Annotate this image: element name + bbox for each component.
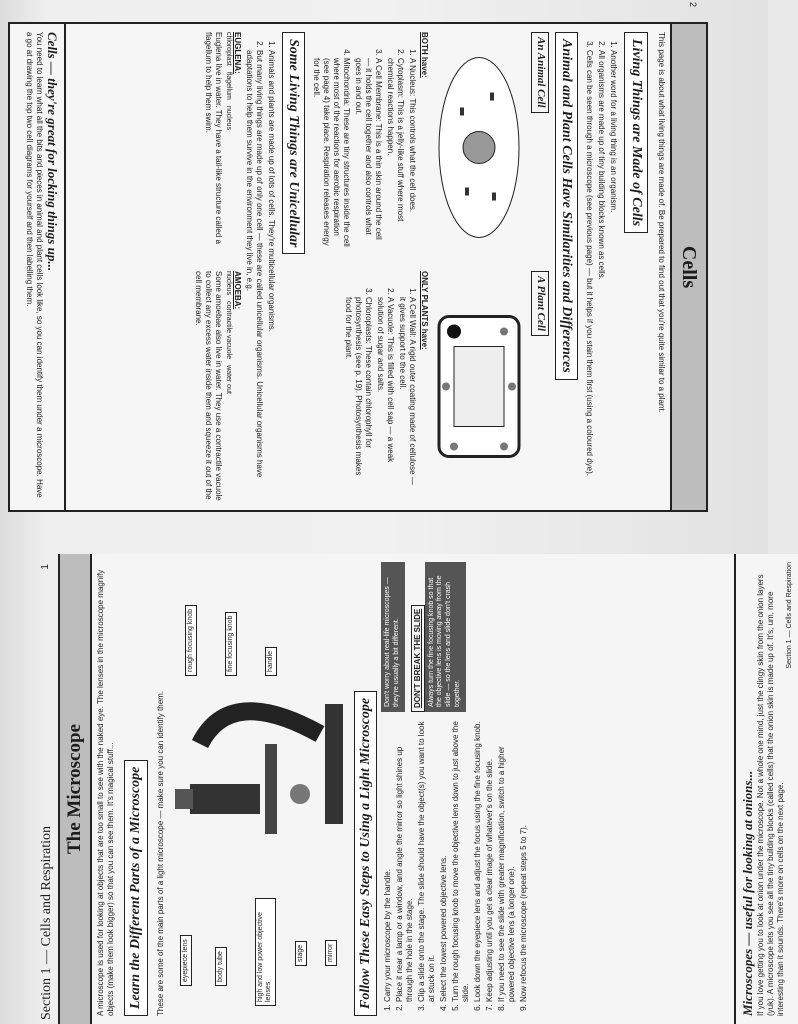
heading-unicellular: Some Living Things are Unicellular	[282, 32, 306, 254]
only-plants-list	[343, 297, 417, 488]
list-item: 5. Turn the rough focusing knob to move the objective lens down to just above the slide.	[451, 720, 471, 1002]
diagram-label: water out	[224, 365, 232, 394]
label-fine-knob: fine focusing knob	[225, 612, 238, 676]
label-mirror: mirror	[325, 940, 338, 966]
cells-header	[670, 2, 706, 510]
plant-cell-diagram	[433, 271, 525, 502]
steps-col-right	[381, 562, 531, 712]
unicellular-list	[244, 50, 276, 496]
parts-intro: These are some of the main parts of a light microscope — make sure you can identify them.	[155, 690, 165, 1016]
steps-columns	[381, 554, 531, 1024]
steps-col-left	[381, 720, 531, 1016]
bottom-section-label: Section 1 — Cells and Respiration	[786, 562, 794, 669]
heading-steps: Follow These Easy Steps to Using a Light Microscope	[354, 691, 378, 1016]
microscope-footer-text: If you love getting you to look at onion under the microscope. Not a whole one mind, just the clingy skin from the onion layers (yuk). A microscope lets you see all the tiny building blocks (called cells) that the onion skin is made up of. It's, um, more interesting than it sounds. There's more on cells on the next page.	[756, 574, 786, 1016]
euglena-column	[193, 32, 242, 263]
list-item: 3. Chloroplasts: These contain chlorophyll for photosynthesis (see p. 19). Photosynthesis makes food for the plant.	[343, 297, 373, 488]
label-rough-knob: rough focusing knob	[185, 605, 198, 676]
cells-footer	[10, 24, 66, 510]
dont-break-heading: DON'T BREAK THE SLIDE	[411, 605, 425, 712]
section-label: Section 1 — Cells and Respiration	[39, 825, 54, 1020]
animal-column	[309, 32, 551, 263]
tip-box: Don't worry about real-life microscopes — they're usually a bit different.	[381, 562, 405, 712]
amoeba-diagram	[223, 271, 232, 502]
microscope-page-number: 1	[40, 564, 51, 570]
plant-column	[309, 271, 551, 502]
living-things-list	[585, 50, 619, 496]
heading-animal-plant: Animal and Plant Cells Have Similarities and Differences	[555, 32, 579, 380]
list-item: 2. But many living things are made up of only one cell — these are called unicellular organisms. Unicellular organisms have adaptations to help them survive in the environment they live in, e.g.	[244, 50, 264, 496]
list-item: 2. All organisms are made up of tiny building blocks known as cells.	[597, 50, 607, 496]
diagram-label: nucleus	[224, 271, 232, 296]
cells-footer-title: Cells — they're great for locking things up...	[45, 32, 60, 272]
microscope-footer-title: Microscopes — useful for looking at onions...	[740, 770, 755, 1016]
heading-parts: Learn the Different Parts of a Microscope	[124, 760, 148, 1016]
microscope-header	[39, 554, 92, 1024]
cells-title: Cells	[678, 245, 701, 289]
amoeba-column	[193, 271, 242, 502]
diagram-label: flagellum	[224, 71, 232, 100]
label-stage: stage	[295, 941, 308, 966]
list-item: 3. Clip a slide onto the stage. The slide should have the object(s) you want to look at stuck on it.	[417, 720, 437, 1002]
list-item: 2. Cytoplasm: This is a jelly-like stuff where most chemical reactions happen.	[385, 58, 405, 249]
plant-cell-heading: A Plant Cell	[531, 271, 549, 336]
list-item: 3. A Cell Membrane: This is a thin skin around the cell — it holds the cell together and also controls what goes in and out.	[353, 58, 383, 249]
list-item: 1. A Cell Wall: A rigid outer coating made of cellulose — it gives support to the cell.	[397, 297, 417, 488]
microscope-footer	[734, 554, 798, 1024]
euglena-text: Euglena live in water. They have a tail-like structure called a flagellum to help them swim.	[204, 32, 223, 244]
list-item: 8. If you need to see the slide with greater magnification, switch to a higher powered objective lens (a longer one).	[497, 720, 517, 1002]
label-handle: handle	[265, 647, 278, 676]
steps-list	[383, 720, 529, 1002]
cells-columns	[309, 24, 551, 510]
microscope-intro: A microscope is used for looking at objects that are too small to see with the naked eye. The lenses in the microscope magnify objects (make them look bigger) so that you can see them. It's magical stuff...	[96, 569, 115, 1016]
only-plants-label: ONLY PLANTS have:	[420, 271, 430, 350]
list-item: 1. Carry your microscope by the handle.	[383, 720, 393, 1002]
microscope-diagram	[170, 562, 350, 1016]
diagram-label: nucleus	[224, 105, 232, 131]
diagram-label: contractile vacuole	[224, 301, 232, 360]
microscope-page	[39, 554, 798, 1024]
euglena-label: EUGLENA:	[232, 32, 242, 74]
cells-page	[8, 2, 708, 512]
euglena-diagram	[223, 32, 232, 263]
list-item: 9. Now refocus the microscope (repeat steps 5 to 7).	[519, 720, 529, 1002]
dont-break-text: Always turn the fine focusing knob so that the objective lens is moving away from the slide — so the lens and slide don't crash together.	[425, 562, 466, 712]
cells-intro: This page is about what living things are made of. Be prepared to find out that you're quite similar to a plant.	[657, 32, 666, 413]
list-item: 6. Look down the eyepiece lens and adjust the focus using the fine focusing knob.	[473, 720, 483, 1002]
list-item: 1. A Nucleus: This controls what the cell does.	[407, 58, 417, 249]
animal-cell-heading: An Animal Cell	[531, 32, 549, 113]
amoeba-text: Some amoebae also live in water. They use a contractile vacuole to collect any excess water inside them and squeeze it out of the cell membrane.	[194, 271, 223, 501]
both-have-list	[311, 58, 417, 249]
list-item: 2. A Vacuole: This is filled with cell sap — a weak solution of sugar and salts.	[375, 297, 395, 488]
animal-cell-diagram	[433, 32, 525, 263]
cells-footer-text: You need to learn what all the bits and pieces in animal and plant cells look like, so you can identify them under a microscope. Have a go at drawing the top two cell diagrams for yourself and then labelling them.	[24, 32, 44, 498]
list-item: 3. Cells can be seen through a microscope (see previous page) — but it helps if you stain them first (using a coloured dye).	[585, 50, 595, 496]
organisms-columns	[193, 24, 242, 510]
both-have-label: BOTH have:	[420, 32, 430, 78]
list-item: 4. Mitochondria: These are tiny structures inside the cell where most of the reactions for aerobic respiration (see page 4) take place. Respiration releases energy for the cell.	[311, 58, 351, 249]
label-objective-lenses: high and low power objective lenses	[255, 898, 277, 1006]
amoeba-label: AMOEBA:	[232, 271, 242, 310]
list-item: 4. Select the lowest powered objective lens.	[439, 720, 449, 1002]
list-item: 2. Place it near a lamp or a window, and angle the mirror so light shines up through the hole in the stage.	[395, 720, 415, 1002]
label-body-tube: body tube	[215, 947, 228, 986]
list-item: 1. Another word for a living thing is an organism.	[609, 50, 619, 496]
list-item: 1. Animals and plants are made up of lots of cells. They're multicellular organisms.	[266, 50, 276, 496]
diagram-label: chloroplast	[224, 32, 232, 66]
list-item: 7. Keep adjusting until you get a clear image of whatever's on the slide.	[485, 720, 495, 1002]
microscope-title: The Microscope	[64, 724, 86, 854]
label-eyepiece-lens: eyepiece lens	[180, 935, 193, 986]
cells-page-number: 2	[688, 2, 698, 8]
heading-living-things: Living Things are Made of Cells	[625, 32, 649, 233]
